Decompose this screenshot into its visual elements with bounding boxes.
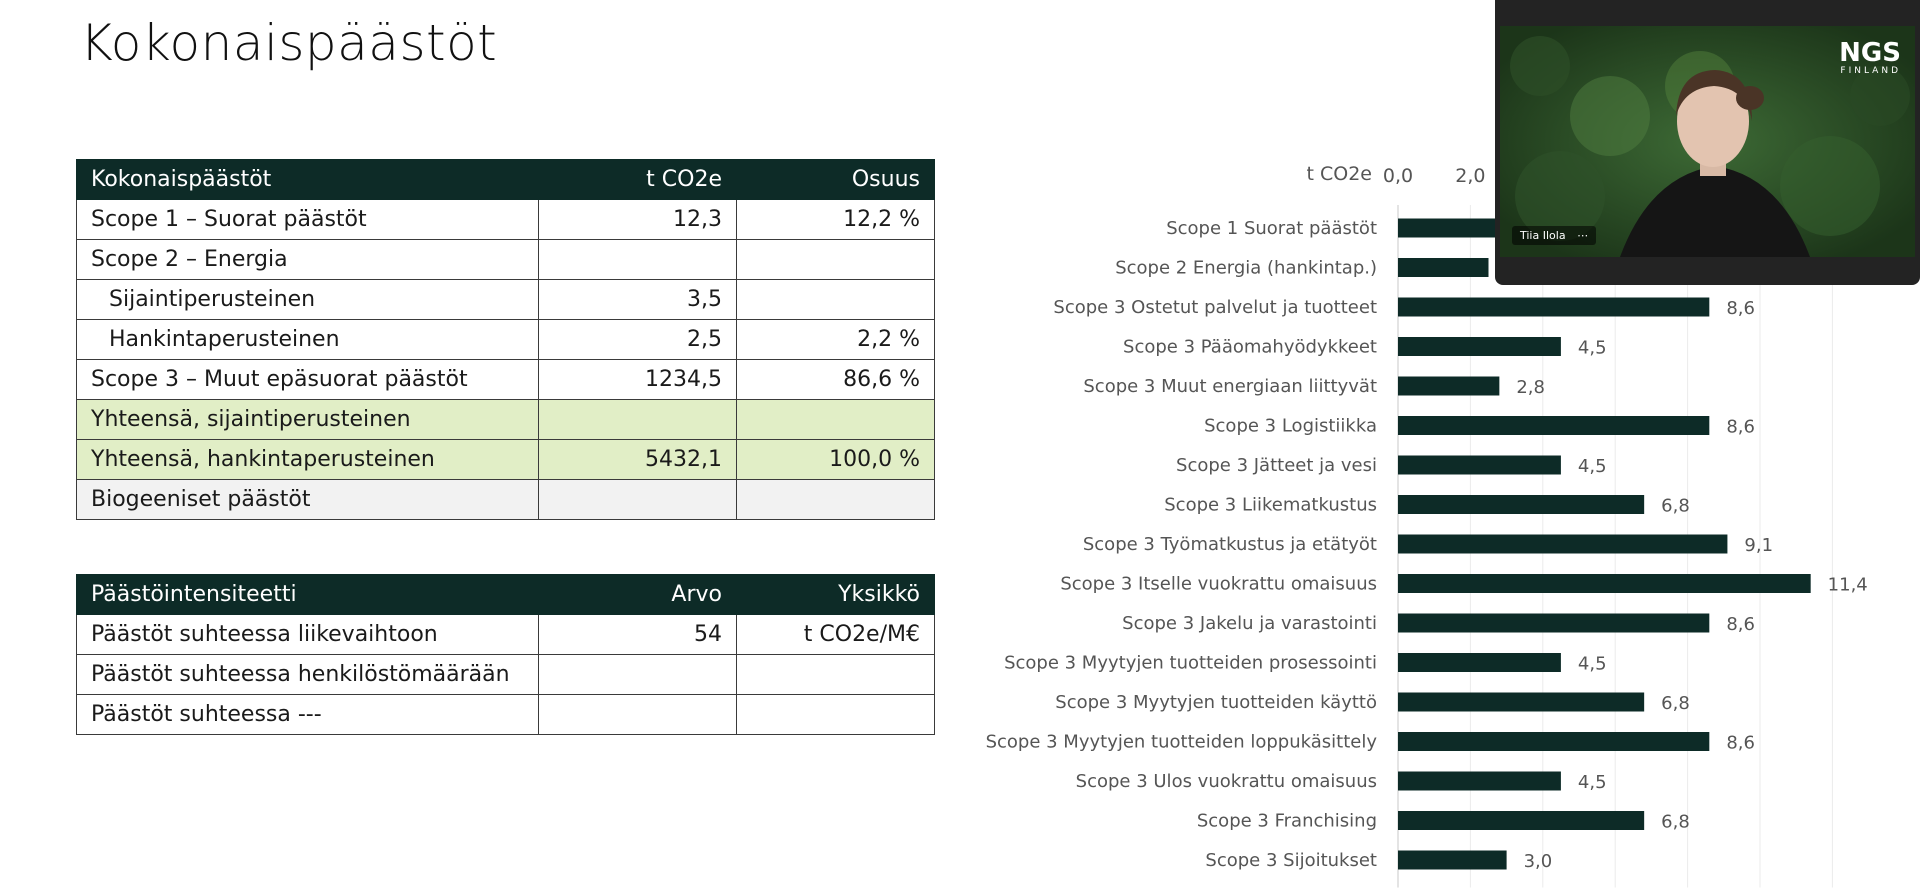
x-axis-label: t CO2e bbox=[1306, 163, 1372, 185]
bar bbox=[1398, 851, 1507, 870]
row-value: 12,3 bbox=[539, 200, 737, 240]
row-value: 3,5 bbox=[539, 280, 737, 320]
row-share: 2,2 % bbox=[737, 320, 935, 360]
data-label: 6,8 bbox=[1661, 495, 1690, 517]
category-label: Scope 3 Pääomahyödykkeet bbox=[1123, 336, 1377, 358]
row-unit: t CO2e/M€ bbox=[737, 615, 935, 655]
category-label: Scope 3 Itselle vuokrattu omaisuus bbox=[1060, 573, 1377, 595]
ngs-logo: NGS FINLAND bbox=[1839, 38, 1901, 76]
tick-label: 0,0 bbox=[1382, 165, 1414, 187]
category-label: Scope 3 Liikematkustus bbox=[1164, 494, 1377, 516]
row-label: Scope 3 – Muut epäsuorat päästöt bbox=[77, 360, 539, 400]
category-label: Scope 3 Ostetut palvelut ja tuotteet bbox=[1053, 297, 1377, 318]
data-label: 9,1 bbox=[1744, 535, 1774, 556]
row-share: 100,0 % bbox=[737, 440, 935, 480]
bar bbox=[1398, 811, 1644, 830]
column-header: t CO2e bbox=[539, 160, 737, 200]
category-label: Scope 3 Muut energiaan liittyvät bbox=[1083, 376, 1377, 397]
data-label: 8,6 bbox=[1726, 614, 1755, 635]
data-label: 8,6 bbox=[1726, 732, 1755, 754]
bar bbox=[1398, 693, 1644, 712]
data-label: 2,8 bbox=[1516, 377, 1546, 398]
bar bbox=[1398, 337, 1561, 356]
row-label: Scope 2 – Energia bbox=[77, 240, 539, 280]
bar bbox=[1398, 574, 1811, 593]
bar bbox=[1398, 614, 1709, 633]
bar bbox=[1398, 772, 1561, 791]
row-label: Biogeeniset päästöt bbox=[77, 480, 539, 520]
data-label: 8,6 bbox=[1726, 416, 1755, 438]
bar bbox=[1398, 495, 1644, 514]
category-label: Scope 3 Logistiikka bbox=[1204, 415, 1377, 437]
participant-name-tag bbox=[1512, 226, 1596, 245]
row-value: 2,5 bbox=[539, 320, 737, 360]
data-label: 3,0 bbox=[1523, 851, 1553, 872]
data-label: 8,6 bbox=[1726, 298, 1755, 319]
row-label: Scope 1 – Suorat päästöt bbox=[77, 200, 539, 240]
row-label: Yhteensä, sijaintiperusteinen bbox=[77, 400, 539, 440]
page-title: Kokonaispäästöt bbox=[80, 14, 498, 72]
bar bbox=[1398, 416, 1709, 435]
bar bbox=[1398, 377, 1499, 396]
row-share: 86,6 % bbox=[737, 360, 935, 400]
bar bbox=[1398, 456, 1561, 475]
column-header: Kokonaispäästöt bbox=[77, 160, 539, 200]
category-label: Scope 3 Myytyjen tuotteiden loppukäsittely bbox=[985, 731, 1377, 753]
row-value: 5432,1 bbox=[539, 440, 737, 480]
data-label: 6,8 bbox=[1661, 811, 1690, 833]
category-label: Scope 2 Energia (hankintap.) bbox=[1115, 257, 1377, 279]
bar bbox=[1398, 298, 1709, 317]
column-header: Päästöintensiteetti bbox=[77, 575, 539, 615]
bar bbox=[1398, 732, 1709, 751]
category-label: Scope 3 Jakelu ja varastointi bbox=[1122, 613, 1377, 634]
ellipsis-icon[interactable]: ⋯ bbox=[1577, 229, 1589, 242]
data-label: 4,5 bbox=[1577, 337, 1607, 359]
category-label: Scope 3 Työmatkustus ja etätyöt bbox=[1082, 534, 1377, 555]
participant-video bbox=[1500, 26, 1915, 257]
data-label: 4,5 bbox=[1577, 653, 1607, 675]
column-header: Arvo bbox=[539, 575, 737, 615]
row-value: 54 bbox=[539, 615, 737, 655]
data-label: 4,5 bbox=[1577, 456, 1607, 477]
row-share: 12,2 % bbox=[737, 200, 935, 240]
category-label: Scope 1 Suorat päästöt bbox=[1166, 218, 1377, 239]
row-label: Päästöt suhteessa --- bbox=[77, 695, 539, 735]
data-label: 4,5 bbox=[1577, 772, 1607, 793]
category-label: Scope 3 Jätteet ja vesi bbox=[1176, 455, 1377, 476]
row-label: Päästöt suhteessa liikevaihtoon bbox=[77, 615, 539, 655]
category-label: Scope 3 Myytyjen tuotteiden käyttö bbox=[1055, 692, 1377, 713]
column-header: Yksikkö bbox=[737, 575, 935, 615]
category-label: Scope 3 Franchising bbox=[1196, 810, 1377, 832]
data-label: 6,8 bbox=[1661, 693, 1690, 714]
bar bbox=[1398, 653, 1561, 672]
row-label: Päästöt suhteessa henkilöstömäärään bbox=[77, 655, 539, 695]
row-value: 1234,5 bbox=[539, 360, 737, 400]
column-header: Osuus bbox=[737, 160, 935, 200]
tick-label: 2,0 bbox=[1455, 165, 1486, 187]
category-label: Scope 3 Sijoitukset bbox=[1205, 850, 1377, 871]
participant-name: Tiia Ilola bbox=[1520, 229, 1566, 242]
video-tile[interactable] bbox=[1495, 0, 1920, 285]
row-label: Hankintaperusteinen bbox=[77, 320, 539, 360]
bar bbox=[1398, 258, 1489, 277]
bar bbox=[1398, 535, 1727, 554]
data-label: 11,4 bbox=[1827, 574, 1868, 596]
row-label: Yhteensä, hankintaperusteinen bbox=[77, 440, 539, 480]
category-label: Scope 3 Myytyjen tuotteiden prosessointi bbox=[1004, 652, 1377, 674]
row-label: Sijaintiperusteinen bbox=[77, 280, 539, 320]
category-label: Scope 3 Ulos vuokrattu omaisuus bbox=[1075, 771, 1377, 792]
